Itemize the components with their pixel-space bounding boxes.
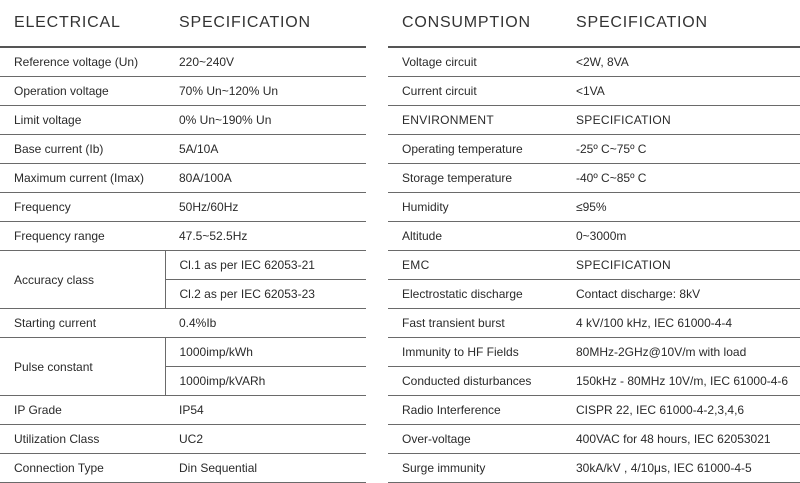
table-row [388, 47, 800, 77]
table-row [388, 135, 800, 164]
header-specification: SPECIFICATION [562, 0, 800, 47]
table-row [0, 193, 366, 222]
section-title: EMC [388, 251, 562, 280]
table-row [388, 193, 800, 222]
row-value: -40º C~85º C [562, 164, 800, 193]
table-row [0, 135, 366, 164]
section-specification: SPECIFICATION [562, 251, 800, 280]
header-category: ELECTRICAL [0, 0, 165, 47]
row-label: Frequency range [0, 222, 165, 251]
row-value: IP54 [165, 396, 366, 425]
row-value: 220~240V [165, 47, 366, 77]
row-value: 4 kV/100 kHz, IEC 61000-4-4 [562, 309, 800, 338]
row-label: Surge immunity [388, 454, 562, 483]
row-label: Accuracy class [0, 251, 165, 309]
row-value: Contact discharge: 8kV [562, 280, 800, 309]
row-label: Electrostatic discharge [388, 280, 562, 309]
table-row [388, 425, 800, 454]
row-label: Immunity to HF Fields [388, 338, 562, 367]
row-label: Operating temperature [388, 135, 562, 164]
table-row [0, 338, 366, 367]
table-row [388, 222, 800, 251]
section-header-environment [388, 106, 800, 135]
section-header-emc [388, 251, 800, 280]
table-row [388, 367, 800, 396]
row-value: Cl.2 as per IEC 62053-23 [165, 280, 366, 309]
row-value: <2W, 8VA [562, 47, 800, 77]
row-label: Fast transient burst [388, 309, 562, 338]
row-value: 0% Un~190% Un [165, 106, 366, 135]
table-row [0, 106, 366, 135]
row-label: Storage temperature [388, 164, 562, 193]
row-label: Conducted disturbances [388, 367, 562, 396]
table-row [0, 77, 366, 106]
table-row [388, 77, 800, 106]
row-value: 5A/10A [165, 135, 366, 164]
table-row [0, 47, 366, 77]
table-row [0, 251, 366, 280]
row-value: 70% Un~120% Un [165, 77, 366, 106]
row-value: 0.4%Ib [165, 309, 366, 338]
section-title: ENVIRONMENT [388, 106, 562, 135]
row-value: Cl.1 as per IEC 62053-21 [165, 251, 366, 280]
row-label: Operation voltage [0, 77, 165, 106]
row-value: -25º C~75º C [562, 135, 800, 164]
table-row [0, 454, 366, 483]
table-row [388, 280, 800, 309]
row-label: Reference voltage (Un) [0, 47, 165, 77]
header-specification: SPECIFICATION [165, 0, 366, 47]
row-label: Frequency [0, 193, 165, 222]
row-value: 80MHz-2GHz@10V/m with load [562, 338, 800, 367]
table-row [388, 454, 800, 483]
row-value: 400VAC for 48 hours, IEC 62053021 [562, 425, 800, 454]
row-label: Current circuit [388, 77, 562, 106]
table-row [0, 396, 366, 425]
row-value: ≤95% [562, 193, 800, 222]
row-label: Limit voltage [0, 106, 165, 135]
row-value: 80A/100A [165, 164, 366, 193]
row-value: 0~3000m [562, 222, 800, 251]
table-row [388, 396, 800, 425]
header-category: CONSUMPTION [388, 0, 562, 47]
row-value: Din Sequential [165, 454, 366, 483]
row-value: 1000imp/kVARh [165, 367, 366, 396]
table-header [388, 0, 800, 47]
row-value: 47.5~52.5Hz [165, 222, 366, 251]
table-row [388, 309, 800, 338]
row-label: Maximum current (Imax) [0, 164, 165, 193]
table-row [0, 222, 366, 251]
row-label: Pulse constant [0, 338, 165, 396]
row-label: Over-voltage [388, 425, 562, 454]
row-label: Utilization Class [0, 425, 165, 454]
table-row [0, 309, 366, 338]
row-label: Voltage circuit [388, 47, 562, 77]
row-label: Connection Type [0, 454, 165, 483]
row-value: 50Hz/60Hz [165, 193, 366, 222]
row-label: Humidity [388, 193, 562, 222]
row-label: IP Grade [0, 396, 165, 425]
table-header [0, 0, 366, 47]
row-value: 1000imp/kWh [165, 338, 366, 367]
table-row [388, 164, 800, 193]
row-label: Starting current [0, 309, 165, 338]
section-specification: SPECIFICATION [562, 106, 800, 135]
row-label: Radio Interference [388, 396, 562, 425]
row-value: <1VA [562, 77, 800, 106]
row-value: UC2 [165, 425, 366, 454]
row-value: CISPR 22, IEC 61000-4-2,3,4,6 [562, 396, 800, 425]
table-row [0, 164, 366, 193]
table-row [0, 425, 366, 454]
electrical-spec-table [0, 0, 366, 483]
table-row [388, 338, 800, 367]
row-value: 150kHz - 80MHz 10V/m, IEC 61000-4-6 [562, 367, 800, 396]
consumption-environment-emc-table [388, 0, 800, 483]
row-label: Base current (Ib) [0, 135, 165, 164]
row-label: Altitude [388, 222, 562, 251]
row-value: 30kA/kV , 4/10μs, IEC 61000-4-5 [562, 454, 800, 483]
